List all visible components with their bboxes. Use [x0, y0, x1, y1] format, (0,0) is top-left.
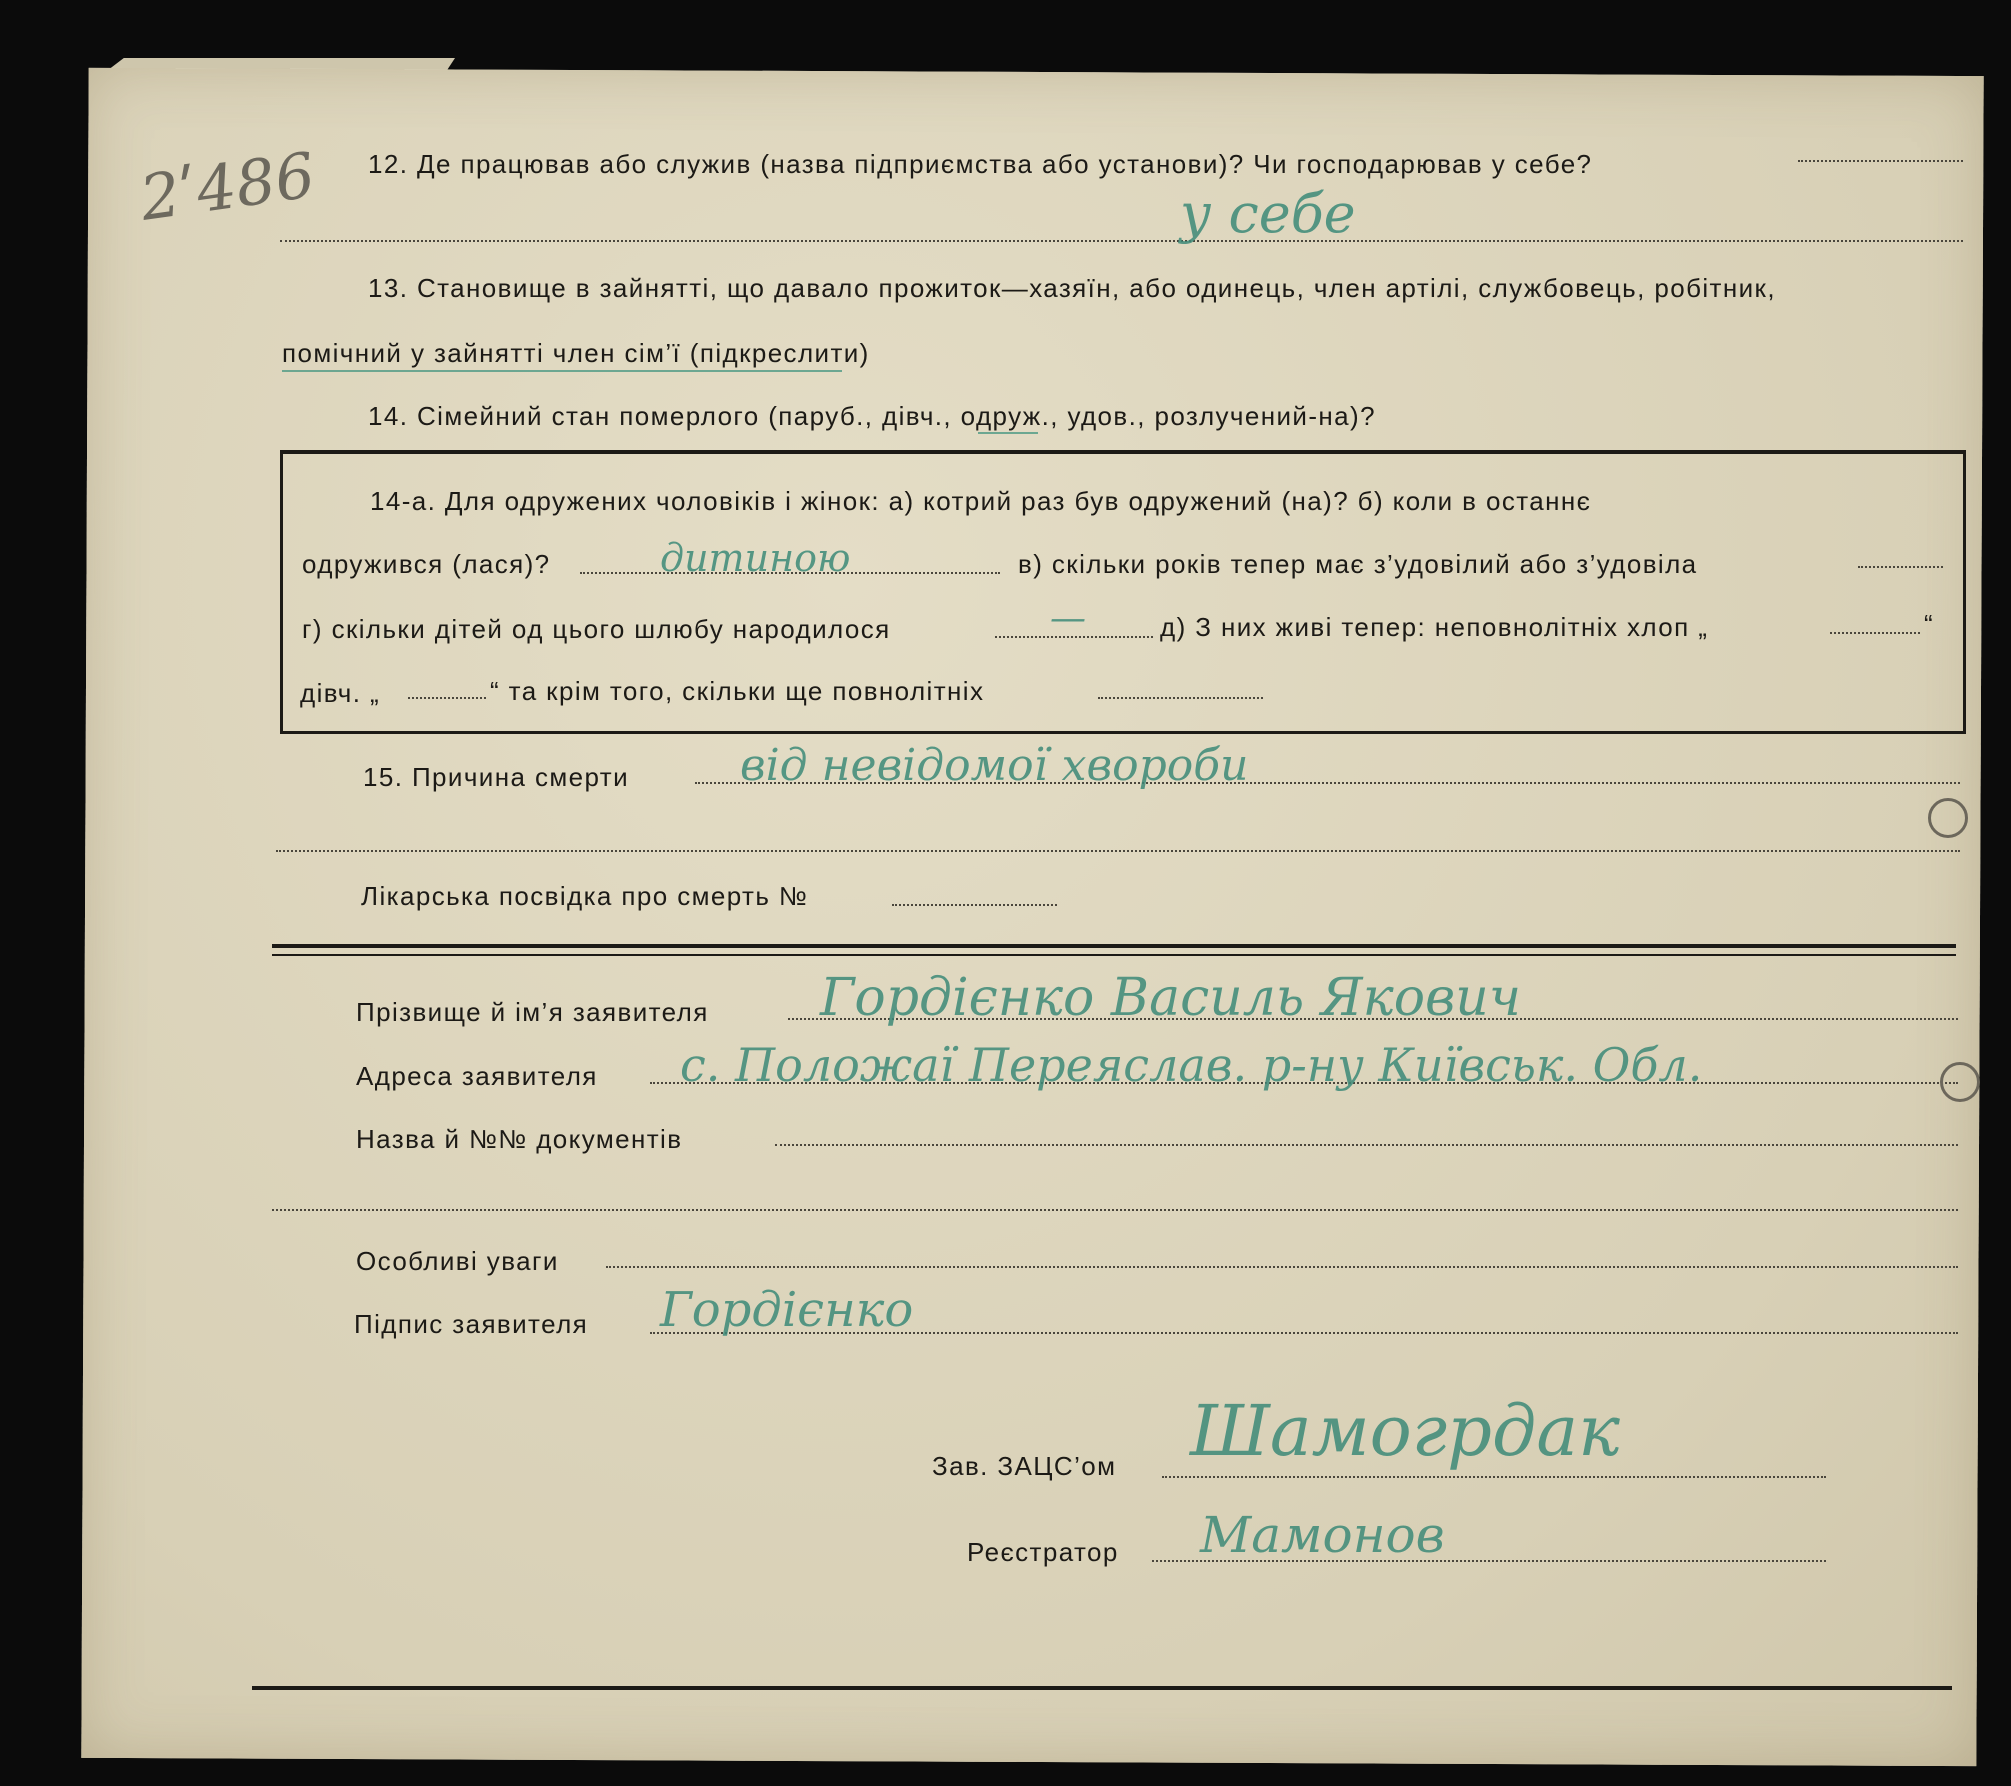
question-14a-line1: 14-а. Для одружених чоловіків і жінок: а) котрий раз був одружений (на)? б) коли в останнє: [370, 486, 1592, 516]
applicant-address-label: Адреса заявителя: [356, 1061, 598, 1091]
applicant-signature: Гордієнко: [660, 1282, 914, 1338]
punch-hole-mark-upper: [1928, 798, 1968, 838]
question-15-answer-line-2[interactable]: [276, 850, 1960, 852]
question-14a-line3-end: “: [1924, 609, 1935, 639]
special-notes-line[interactable]: [606, 1266, 1958, 1268]
applicant-documents-line-2[interactable]: [272, 1209, 1958, 1211]
question-13-underline-mark: [282, 370, 842, 372]
medical-certificate-label: Лікарська посвідка про смерть №: [361, 881, 809, 911]
question-14a-line4-a: дівч. „: [300, 678, 381, 708]
question-12-dots-end: [1798, 160, 1963, 162]
medical-certificate-number-line[interactable]: [892, 904, 1057, 906]
question-12-label: 12. Де працював або служив (назва підприємства або установи)? Чи господарював у себе?: [368, 149, 1593, 179]
question-14a-line3-dots-end[interactable]: [1830, 632, 1920, 634]
question-13-label-continued: помічний у зайнятті член сім’ї (підкреслити): [282, 338, 870, 368]
section-divider-bottom: [272, 954, 1956, 956]
registry-head-signature-line[interactable]: [1162, 1476, 1826, 1478]
question-14-label: 14. Сімейний стан померлого (паруб., дівч., одруж., удов., розлучений-на)?: [368, 401, 1376, 431]
applicant-signature-label: Підпис заявителя: [354, 1309, 589, 1339]
question-14-underline-mark: [978, 432, 1038, 434]
question-14a-line2-dots-end[interactable]: [1858, 566, 1943, 568]
registry-head-signature: Шамогрдак: [1190, 1390, 1620, 1472]
question-14a-line2-b: в) скільки років тепер має з’удовілий або з’удовіла: [1018, 549, 1698, 579]
question-14a-line4-dots-end[interactable]: [1098, 697, 1263, 699]
question-15-label: 15. Причина смерти: [363, 762, 630, 792]
applicant-address-value: с. Положаї Переяслав. р-ну Київськ. Обл.: [680, 1038, 1703, 1092]
applicant-name-value: Гордієнко Василь Якович: [820, 968, 1522, 1028]
registry-head-label: Зав. ЗАЦС’ом: [932, 1451, 1117, 1481]
section-divider-top: [272, 944, 1956, 948]
question-13-label: 13. Становище в зайнятті, що давало прожиток—хазяїн, або одинець, член артілі, службовець, робітник,: [368, 273, 1776, 303]
question-15-answer: від невідомої хвороби: [740, 740, 1249, 791]
registrar-label: Реєстратор: [967, 1537, 1119, 1567]
form-sheet: [81, 68, 1983, 1766]
question-14a-line2-a: одружився (лася)?: [302, 549, 551, 579]
special-notes-label: Особливі уваги: [356, 1246, 559, 1276]
question-14a-line4-b: “ та крім того, скільки ще повнолітніх: [490, 676, 985, 706]
question-14a-line3-b: д) З них живі тепер: неповнолітніх хлоп „: [1160, 612, 1709, 642]
registrar-signature: Мамонов: [1200, 1506, 1445, 1564]
bottom-rule: [252, 1686, 1952, 1690]
punch-hole-mark-lower: [1940, 1062, 1980, 1102]
question-14a-line4-dots[interactable]: [408, 697, 486, 699]
question-12-answer: у себе: [1180, 182, 1356, 245]
applicant-documents-line[interactable]: [775, 1144, 1958, 1146]
question-12-answer-line[interactable]: [280, 240, 1963, 242]
question-14a-line3-answer: —: [1050, 598, 1086, 639]
margin-archive-number: 2ʹ486: [135, 138, 320, 235]
question-14a-line3-a: г) скільки дітей од цього шлюбу народилося: [302, 614, 891, 644]
applicant-name-label: Прізвище й ім’я заявителя: [356, 997, 709, 1027]
question-14a-line2-answer: дитиною: [660, 536, 851, 580]
applicant-documents-label: Назва й №№ документів: [356, 1124, 683, 1154]
